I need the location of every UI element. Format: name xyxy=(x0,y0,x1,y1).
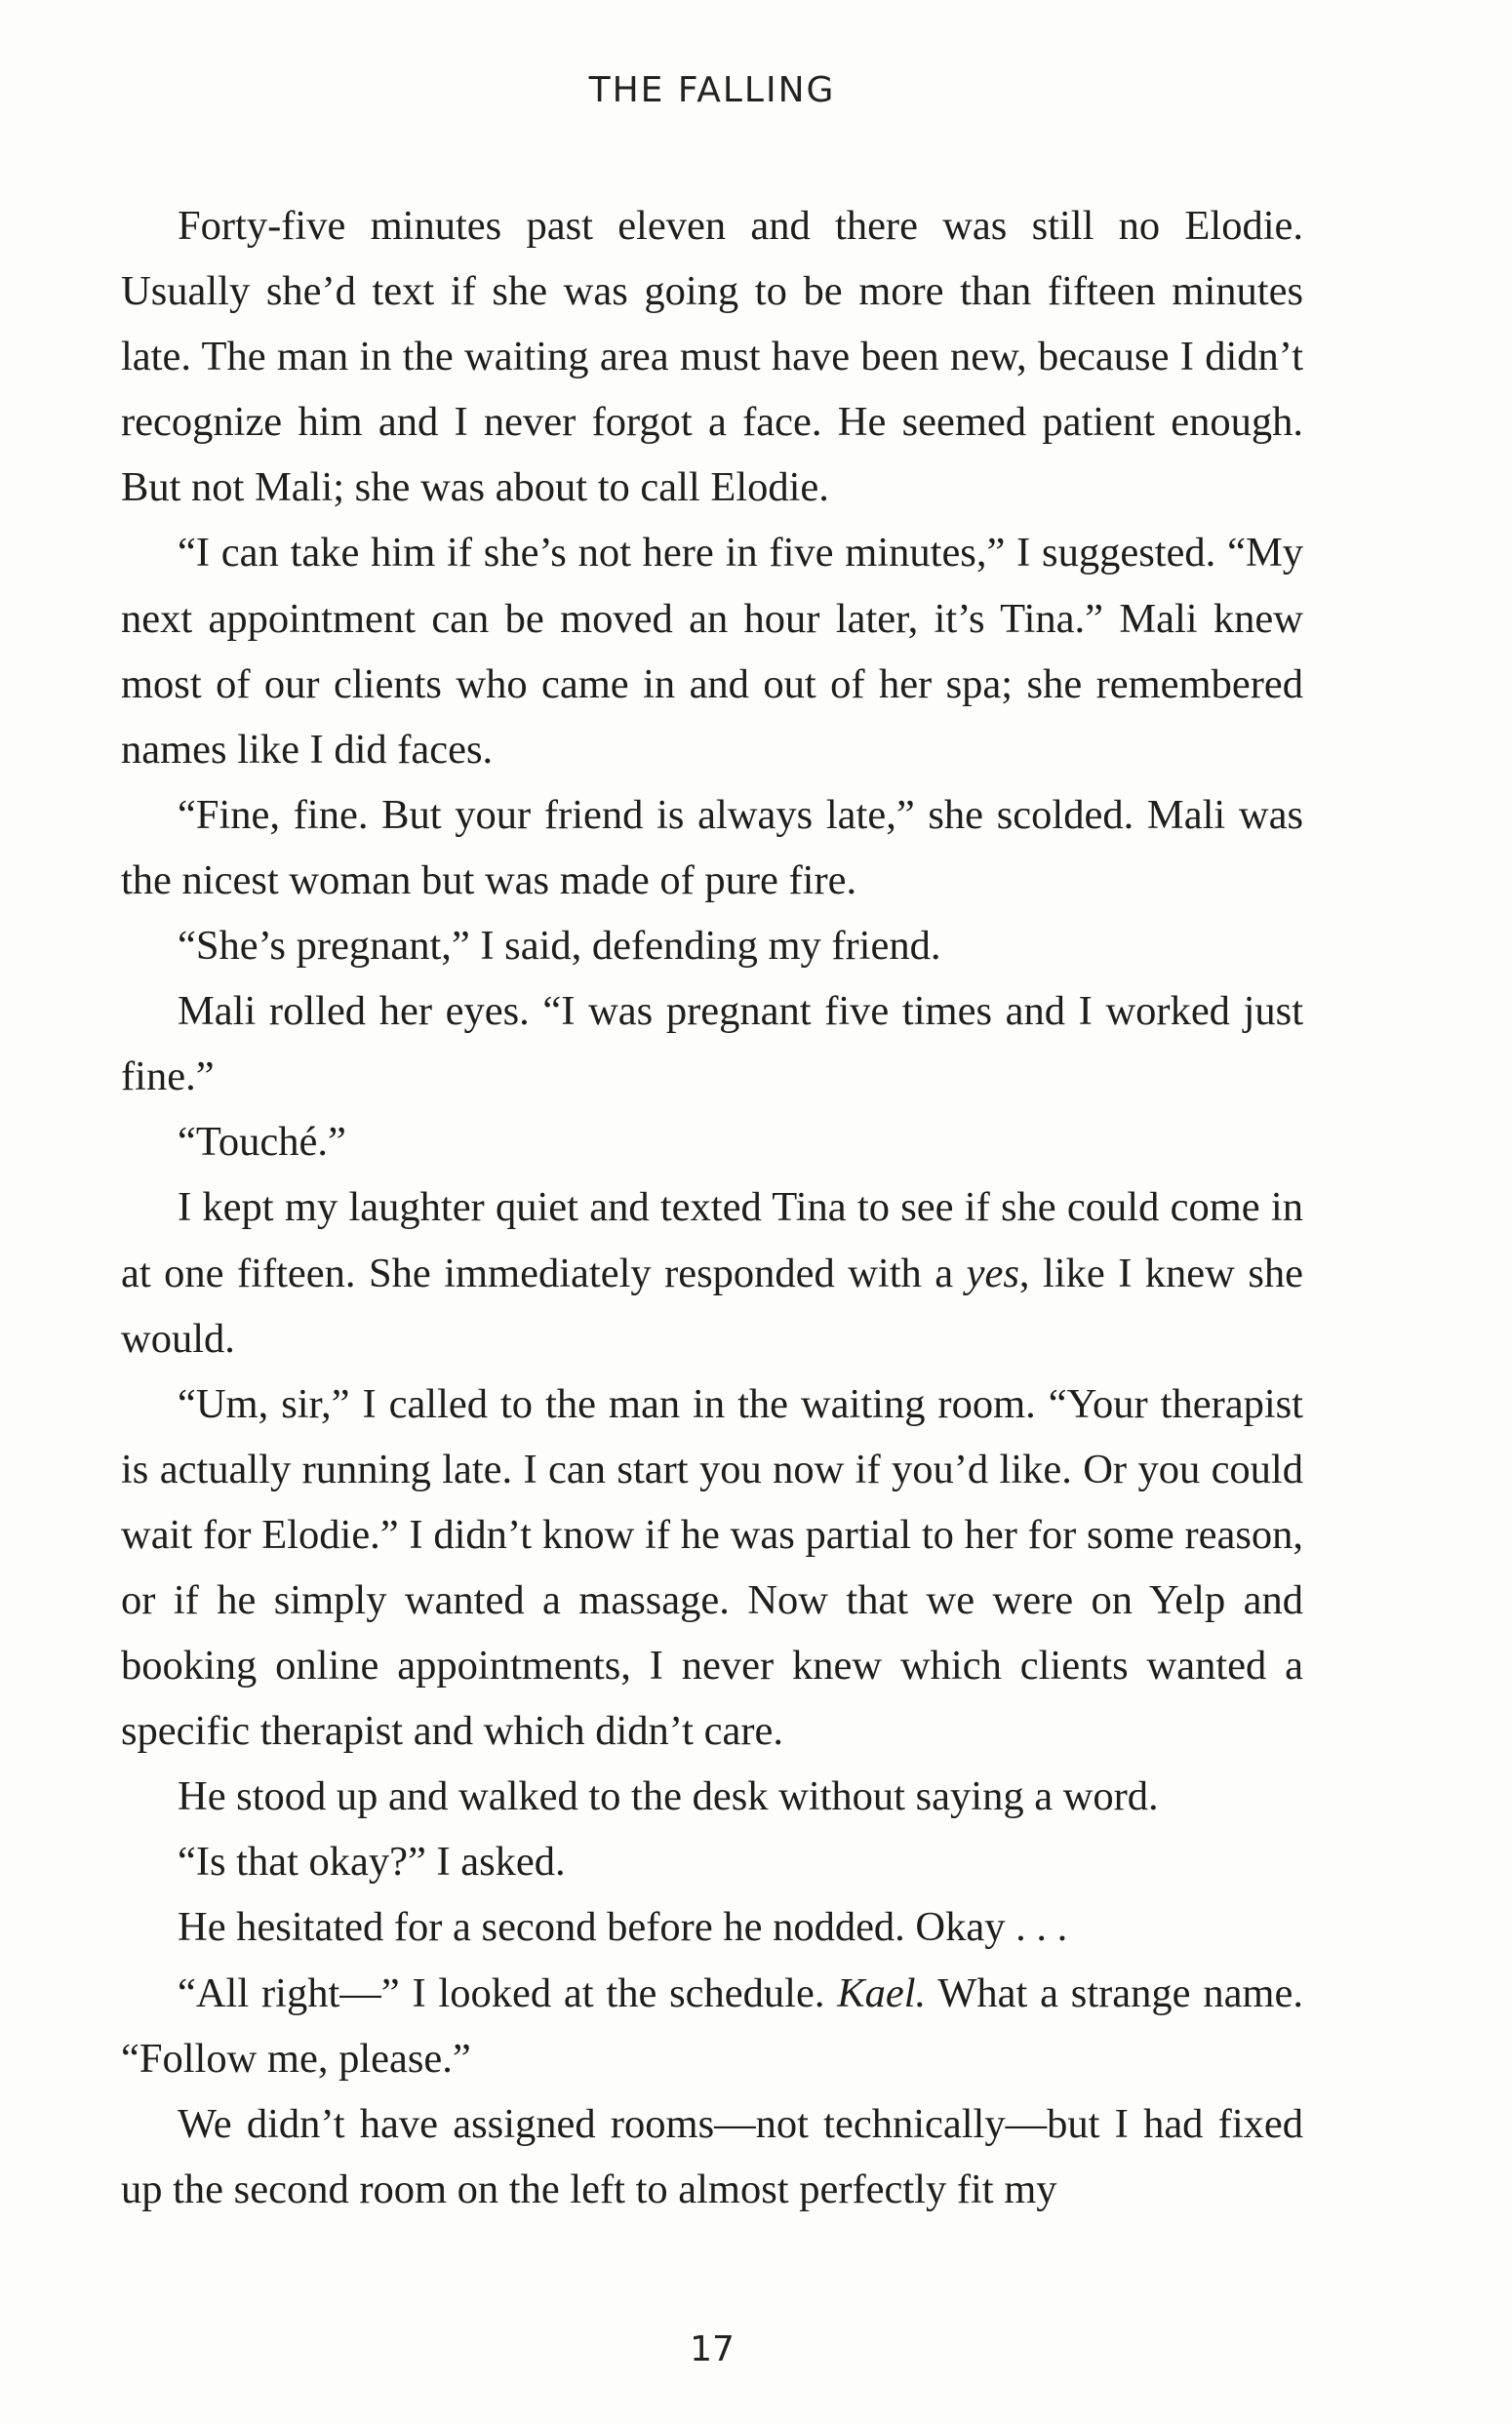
paragraph: He stood up and walked to the desk without saying a word. xyxy=(178,1773,1159,1820)
paragraph: “I can take him if she’s not here in five minutes,” I suggested. “My next appointment can be moved an hour later, it’s Tina.” Mali knew most of our clients who came in and out of her spa; she remembered names like I did faces. xyxy=(121,530,1303,773)
paragraph: “Fine, fine. But your friend is always late,” she scolded. Mali was the nicest woman but was made of pure fire. xyxy=(121,791,1303,903)
italic-text: Kael. xyxy=(837,1969,927,2016)
paragraph-text: I kept my laughter quiet and texted Tina to see if she could come in at one fifteen. She immediately responded with a xyxy=(121,1184,1303,1296)
page-number: 17 xyxy=(690,2329,735,2369)
paragraph: “Um, sir,” I called to the man in the waiting room. “Your therapist is actually running late. I can start you now if you’d like. Or you could wait for Elodie.” I didn’t know if he was partial to her for some reason, or if he simply wanted a massage. Now that we were on Yelp and booking online appointments, I never knew which clients wanted a specific therapist and which didn’t care. xyxy=(121,1380,1303,1755)
paragraph: “Is that okay?” I asked. xyxy=(178,1839,566,1886)
paragraph-text: What a strange name. “Follow me, please.” xyxy=(121,1969,1303,2082)
paragraph-text: “All right—” I looked at the schedule. xyxy=(178,1969,838,2016)
italic-text: yes xyxy=(966,1250,1019,1296)
paragraph: He hesitated for a second before he nodded. Okay . . . xyxy=(178,1904,1068,1951)
paragraph xyxy=(121,1174,1303,1371)
paragraph: We didn’t have assigned rooms—not technically—but I had fixed up the second room on the left to almost perfectly fit my xyxy=(121,2100,1303,2212)
body-text xyxy=(121,193,1303,2222)
paragraph: Forty-five minutes past eleven and there was still no Elodie. Usually she’d text if she was going to be more than fifteen minutes late. The man in the waiting area must have been new, because I didn’t recognize him and I never forgot a face. He seemed patient enough. But not Mali; she was about to call Elodie. xyxy=(121,203,1303,511)
paragraph: “She’s pregnant,” I said, defending my friend. xyxy=(178,923,941,970)
running-title: THE FALLING xyxy=(588,70,836,110)
paragraph: Mali rolled her eyes. “I was pregnant five times and I worked just fine.” xyxy=(121,988,1303,1100)
paragraph-text: , like I knew she would. xyxy=(121,1250,1303,1362)
paragraph: “Touché.” xyxy=(178,1119,346,1166)
paragraph xyxy=(121,1961,1303,2091)
